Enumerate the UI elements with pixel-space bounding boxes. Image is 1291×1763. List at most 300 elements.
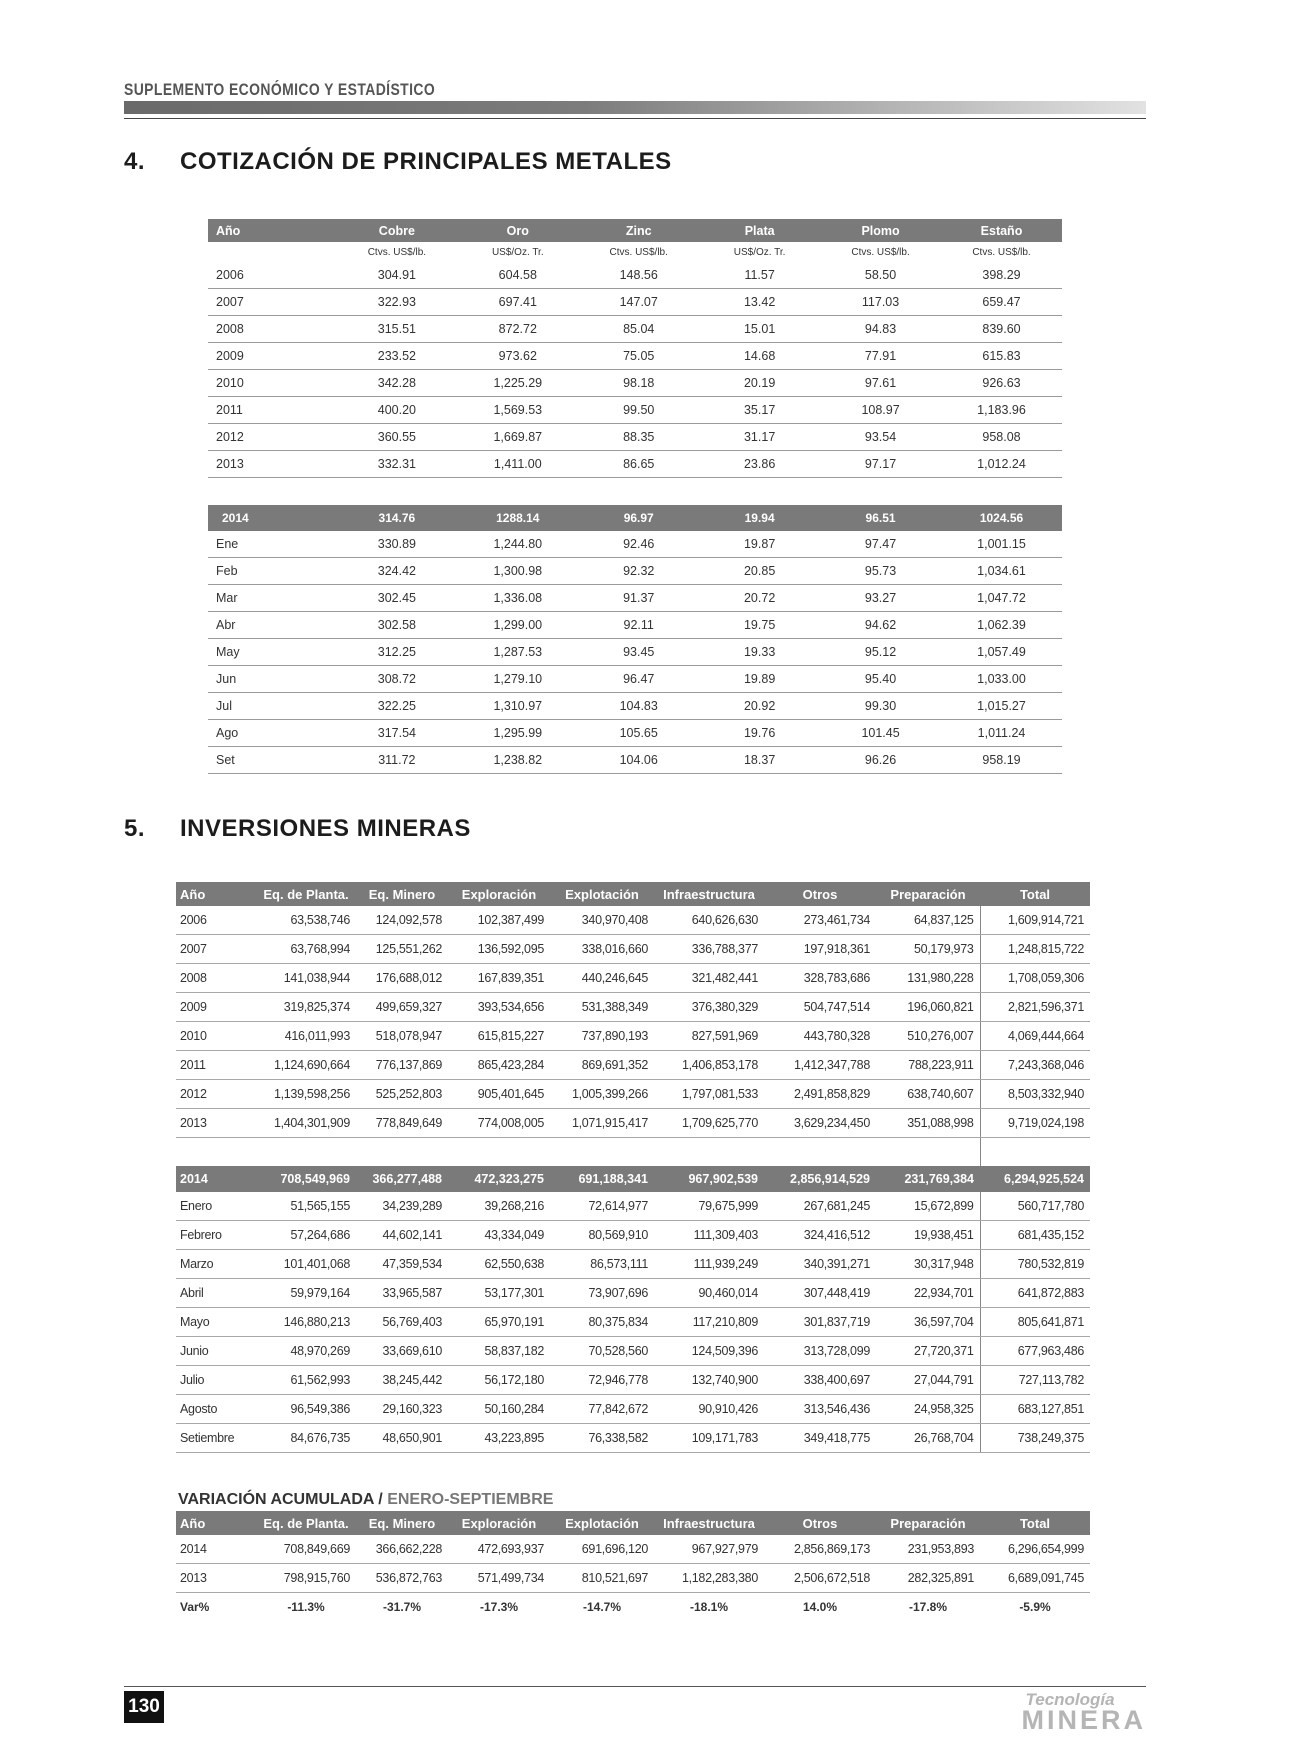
metals-unit-label: Ctvs. US$/lb. [851,246,910,258]
investment-cell: 321,482,441 [654,964,764,993]
metals-year-row [208,424,1062,451]
investment-cell: 2011 [176,1051,256,1080]
metals-cell: 93.54 [820,424,941,451]
metals-cell: 1,238.82 [457,747,578,774]
investment-cell: 319,825,374 [256,993,356,1022]
investment-cell: 50,160,284 [448,1395,550,1424]
metals-cell: 75.05 [578,343,699,370]
investment-cell: 63,768,994 [256,935,356,964]
metals-cell: Feb [208,558,336,585]
metals-cell: 1,279.10 [457,666,578,693]
metals-cell: 317.54 [336,720,457,747]
investment-cell: 1,124,690,664 [256,1051,356,1080]
metals-cell: 1,034.61 [941,558,1062,585]
metals-cell: 604.58 [457,262,578,289]
investment-cell: 376,380,329 [654,993,764,1022]
investment-header-row [176,882,1090,906]
investment-summary-cell: 472,323,275 [448,1166,550,1192]
variation-percent-cell: -31.7% [382,1600,422,1614]
investment-cell: 641,872,883 [980,1279,1090,1308]
metals-cell: 1,033.00 [941,666,1062,693]
metals-2014-summary-row [208,505,1062,531]
variation-year-row [176,1564,1090,1593]
investment-cell: 7,243,368,046 [980,1051,1090,1080]
variation-cell: 282,325,891 [876,1564,980,1593]
metals-cell: 2012 [208,424,336,451]
metals-year-row [208,397,1062,424]
investment-cell: 19,938,451 [876,1221,980,1250]
metals-month-row [208,747,1062,774]
investment-col-header: Infraestructura [654,882,764,906]
investment-cell: 2,821,596,371 [980,993,1090,1022]
metals-cell: 1,183.96 [941,397,1062,424]
metals-cell: 85.04 [578,316,699,343]
metals-cell: 93.27 [820,585,941,612]
metals-month-row [208,693,1062,720]
metals-summary-cell: 2014 [208,505,336,531]
investment-cell: Febrero [176,1221,256,1250]
metals-cell: May [208,639,336,666]
investment-cell: 615,815,227 [448,1022,550,1051]
investment-cell: 3,629,234,450 [764,1109,876,1138]
metals-cell: 93.45 [578,639,699,666]
variation-col-header: Total [980,1511,1090,1535]
metals-cell: 2006 [208,262,336,289]
variation-percent-row [176,1593,1090,1622]
investment-cell: 778,849,649 [356,1109,448,1138]
variation-subtitle: ENERO-SEPTIEMBRE [387,1491,554,1508]
investment-cell: 1,005,399,266 [550,1080,654,1109]
investment-cell: 44,602,141 [356,1221,448,1250]
investment-col-header: Año [176,882,256,906]
metals-cell: 1,669.87 [457,424,578,451]
metals-unit-label: US$/Oz. Tr. [491,246,544,258]
investment-col-header: Exploración [448,882,550,906]
investment-cell: 65,970,191 [448,1308,550,1337]
page-number: 130 [124,1691,164,1723]
investment-cell: 8,503,332,940 [980,1080,1090,1109]
metals-unit-label [208,242,336,262]
metals-cell: 1,057.49 [941,639,1062,666]
investment-cell: 34,239,289 [356,1192,448,1221]
metals-month-row [208,720,1062,747]
metals-cell: 95.12 [820,639,941,666]
metals-cell: 697.41 [457,289,578,316]
metals-cell: 94.83 [820,316,941,343]
investment-cell: 2013 [176,1109,256,1138]
metals-month-row [208,639,1062,666]
investment-cell: 737,890,193 [550,1022,654,1051]
investment-month-row [176,1395,1090,1424]
metals-cell: Mar [208,585,336,612]
metals-cell: 104.06 [578,747,699,774]
metals-cell: 659.47 [941,289,1062,316]
investment-summary-cell: 6,294,925,524 [980,1166,1090,1192]
variation-separator: / [373,1491,388,1508]
variation-heading [178,1491,553,1509]
variation-cell: 2014 [176,1535,256,1564]
investment-cell: 677,963,486 [980,1337,1090,1366]
metals-cell: 20.19 [699,370,820,397]
investment-rows [176,906,1090,1453]
metals-unit-label: Ctvs. US$/lb. [367,246,427,258]
metals-cell: Jun [208,666,336,693]
investment-cell: 738,249,375 [980,1424,1090,1453]
investment-cell: 131,980,228 [876,964,980,993]
metals-cell: 1,047.72 [941,585,1062,612]
variation-cell: 536,872,763 [356,1564,448,1593]
investment-cell: 1,797,081,533 [654,1080,764,1109]
metals-cell: 92.46 [578,531,699,558]
investment-cell: 2010 [176,1022,256,1051]
investment-cell: 59,979,164 [256,1279,356,1308]
investment-table [176,882,1090,1453]
metals-cell: 96.26 [820,747,941,774]
investment-cell: 22,934,701 [876,1279,980,1308]
metals-month-rows [208,505,1062,774]
metals-cell: 97.47 [820,531,941,558]
metals-col-header: Estaño [941,219,1062,242]
metals-cell: 400.20 [336,397,457,424]
investment-cell: 27,044,791 [876,1366,980,1395]
investment-cell: 1,412,347,788 [764,1051,876,1080]
metals-cell: 302.58 [336,612,457,639]
investment-cell: 167,839,351 [448,964,550,993]
metals-cell: 20.85 [699,558,820,585]
investment-cell: 47,359,534 [356,1250,448,1279]
metals-cell: 97.61 [820,370,941,397]
metals-cell: 31.17 [699,424,820,451]
metals-cell: 18.37 [699,747,820,774]
section-5-heading [124,815,471,843]
metals-cell: 92.32 [578,558,699,585]
investment-cell: 24,958,325 [876,1395,980,1424]
section-5-number: 5. [124,815,146,842]
investment-year-row [176,993,1090,1022]
metals-cell: 108.97 [820,397,941,424]
variation-cell: 231,953,893 [876,1535,980,1564]
metals-month-row [208,612,1062,639]
metals-col-header: Año [208,219,336,242]
metals-cell: Ago [208,720,336,747]
investment-cell: Enero [176,1192,256,1221]
investment-cell: 1,071,915,417 [550,1109,654,1138]
investment-cell: 80,569,910 [550,1221,654,1250]
investment-summary-cell: 231,769,384 [876,1166,980,1192]
metals-cell: 872.72 [457,316,578,343]
investment-cell: 125,551,262 [356,935,448,964]
variation-percent-cell: -14.7% [582,1600,622,1614]
metals-prices-table [208,219,1062,478]
spacer-cell [764,1138,876,1167]
investment-cell: 39,268,216 [448,1192,550,1221]
investment-cell: 2,491,858,829 [764,1080,876,1109]
metals-cell: 14.68 [699,343,820,370]
investment-cell: 111,309,403 [654,1221,764,1250]
metals-cell: 2013 [208,451,336,478]
investment-cell: 80,375,834 [550,1308,654,1337]
variation-percent-cell: -5.9% [1019,1600,1051,1614]
variation-col-header: Año [176,1511,256,1535]
metals-cell: 11.57 [699,262,820,289]
investment-cell: 313,546,436 [764,1395,876,1424]
investment-cell: 48,650,901 [356,1424,448,1453]
investment-spacer-row [176,1138,1090,1167]
metals-cell: 315.51 [336,316,457,343]
investment-cell: 57,264,686 [256,1221,356,1250]
investment-cell: 340,970,408 [550,906,654,935]
metals-cell: Abr [208,612,336,639]
variation-cell: 798,915,760 [256,1564,356,1593]
investment-cell: 727,113,782 [980,1366,1090,1395]
variation-cell: 1,182,283,380 [654,1564,764,1593]
investment-cell: 26,768,704 [876,1424,980,1453]
investment-cell: 2007 [176,935,256,964]
metals-month-row [208,666,1062,693]
metals-cell: 1,287.53 [457,639,578,666]
metals-col-header: Cobre [336,219,457,242]
variation-cell: 967,927,979 [654,1535,764,1564]
variation-percent-cell: -18.1% [689,1600,729,1614]
investment-month-row [176,1221,1090,1250]
spacer-cell [876,1138,980,1167]
investment-cell: 1,708,059,306 [980,964,1090,993]
investment-cell: 48,970,269 [256,1337,356,1366]
spacer-cell [654,1138,764,1167]
investment-cell: 102,387,499 [448,906,550,935]
metals-summary-cell: 1288.14 [457,505,578,531]
investment-cell: 2008 [176,964,256,993]
metals-year-row [208,451,1062,478]
investment-cell: 774,008,005 [448,1109,550,1138]
metals-unit-label: US$/Oz. Tr. [733,246,786,258]
investment-cell: 9,719,024,198 [980,1109,1090,1138]
metals-col-header: Oro [457,219,578,242]
metals-cell: 97.17 [820,451,941,478]
metals-year-row [208,262,1062,289]
investment-cell: 267,681,245 [764,1192,876,1221]
metals-cell: 2008 [208,316,336,343]
section-4-number: 4. [124,148,146,175]
investment-cell: 301,837,719 [764,1308,876,1337]
variation-percent-cell: 14.0% [802,1600,838,1614]
investment-cell: 124,509,396 [654,1337,764,1366]
investment-cell: 76,338,582 [550,1424,654,1453]
footer-rule [124,1686,1146,1687]
metals-cell: 20.92 [699,693,820,720]
investment-cell: 788,223,911 [876,1051,980,1080]
investment-cell: 63,538,746 [256,906,356,935]
investment-cell: Setiembre [176,1424,256,1453]
investment-cell: 51,565,155 [256,1192,356,1221]
metals-cell: 91.37 [578,585,699,612]
variation-cell: 2,506,672,518 [764,1564,876,1593]
investment-cell: 30,317,948 [876,1250,980,1279]
investment-cell: 27,720,371 [876,1337,980,1366]
variation-percent-cell: Var% [180,1600,210,1614]
investment-cell: 2012 [176,1080,256,1109]
investment-cell: 86,573,111 [550,1250,654,1279]
investment-month-row [176,1192,1090,1221]
variation-percent-cell: -11.3% [287,1600,325,1614]
metals-cell: 2011 [208,397,336,424]
supplement-header-title: SUPLEMENTO ECONÓMICO Y ESTADÍSTICO [124,80,436,99]
investment-col-header: Eq. de Planta. [256,882,356,906]
investment-cell: 2009 [176,993,256,1022]
variation-col-header: Otros [764,1511,876,1535]
metals-cell: 615.83 [941,343,1062,370]
spacer-cell [356,1138,448,1167]
metals-cell: 19.76 [699,720,820,747]
metals-cell: 1,012.24 [941,451,1062,478]
header-rule [124,118,1146,119]
metals-year-row [208,316,1062,343]
metals-cell: Jul [208,693,336,720]
metals-summary-cell: 96.97 [578,505,699,531]
variation-col-header: Preparación [876,1511,980,1535]
metals-cell: 92.11 [578,612,699,639]
investment-cell: Junio [176,1337,256,1366]
investment-cell: Julio [176,1366,256,1395]
metals-cell: 15.01 [699,316,820,343]
spacer-cell [448,1138,550,1167]
metals-cell: Set [208,747,336,774]
metals-cell: 13.42 [699,289,820,316]
investment-cell: 1,709,625,770 [654,1109,764,1138]
investment-month-row [176,1337,1090,1366]
investment-cell: Mayo [176,1308,256,1337]
investment-cell: 640,626,630 [654,906,764,935]
variation-cell: 571,499,734 [448,1564,550,1593]
tecnologia-minera-logo [1021,1690,1147,1735]
investment-cell: 313,728,099 [764,1337,876,1366]
metals-cell: 98.18 [578,370,699,397]
metals-month-row [208,585,1062,612]
metals-cell: 105.65 [578,720,699,747]
investment-cell: 2006 [176,906,256,935]
metals-unit-label: Ctvs. US$/lb. [972,246,1031,258]
section-5-title: INVERSIONES MINERAS [180,815,471,842]
metals-2014-table [208,505,1062,774]
metals-cell: 1,336.08 [457,585,578,612]
metals-cell: 324.42 [336,558,457,585]
metals-cell: 1,295.99 [457,720,578,747]
metals-cell: 19.89 [699,666,820,693]
investment-cell: 351,088,998 [876,1109,980,1138]
investment-cell: 90,460,014 [654,1279,764,1308]
investment-cell: 56,769,403 [356,1308,448,1337]
investment-col-header: Total [980,882,1090,906]
investment-cell: 328,783,686 [764,964,876,993]
investment-cell: 681,435,152 [980,1221,1090,1250]
variation-col-header: Infraestructura [654,1511,764,1535]
metals-cell: 19.33 [699,639,820,666]
investment-cell: 307,448,419 [764,1279,876,1308]
metals-cell: 2009 [208,343,336,370]
investment-cell: 50,179,973 [876,935,980,964]
investment-cell: 96,549,386 [256,1395,356,1424]
investment-cell: 72,946,778 [550,1366,654,1395]
metals-cell: 322.93 [336,289,457,316]
variation-cell: 366,662,228 [356,1535,448,1564]
investment-cell: 36,597,704 [876,1308,980,1337]
metals-cell: 35.17 [699,397,820,424]
investment-cell: 440,246,645 [550,964,654,993]
metals-cell: 77.91 [820,343,941,370]
metals-col-header: Zinc [578,219,699,242]
metals-cell: 302.45 [336,585,457,612]
metals-cell: 1,300.98 [457,558,578,585]
investment-cell: 15,672,899 [876,1192,980,1221]
investment-cell: 70,528,560 [550,1337,654,1366]
metals-cell: 1,015.27 [941,693,1062,720]
metals-cell: 95.40 [820,666,941,693]
investment-cell: 73,907,696 [550,1279,654,1308]
metals-summary-cell: 314.76 [336,505,457,531]
investment-cell: 905,401,645 [448,1080,550,1109]
metals-cell: 312.25 [336,639,457,666]
investment-cell: 109,171,783 [654,1424,764,1453]
investment-cell: 349,418,775 [764,1424,876,1453]
investment-cell: 560,717,780 [980,1192,1090,1221]
investment-cell: 340,391,271 [764,1250,876,1279]
investment-cell: 38,245,442 [356,1366,448,1395]
metals-cell: 147.07 [578,289,699,316]
investment-cell: 117,210,809 [654,1308,764,1337]
variation-col-header: Eq. de Planta. [256,1511,356,1535]
investment-year-row [176,1022,1090,1051]
investment-cell: 336,788,377 [654,935,764,964]
investment-2014-summary-row [176,1166,1090,1192]
metals-header-row [208,219,1062,242]
investment-cell: 1,248,815,722 [980,935,1090,964]
variation-cell: 810,521,697 [550,1564,654,1593]
variation-cell: 2,856,869,173 [764,1535,876,1564]
investment-cell: 525,252,803 [356,1080,448,1109]
variation-cell: 6,296,654,999 [980,1535,1090,1564]
investment-cell: 827,591,969 [654,1022,764,1051]
investment-cell: 499,659,327 [356,993,448,1022]
metals-cell: 23.86 [699,451,820,478]
investment-cell: 43,334,049 [448,1221,550,1250]
investment-cell: 865,423,284 [448,1051,550,1080]
investment-year-row [176,1080,1090,1109]
investment-cell: Abril [176,1279,256,1308]
investment-cell: 416,011,993 [256,1022,356,1051]
variation-cell: 2013 [176,1564,256,1593]
investment-cell: 84,676,735 [256,1424,356,1453]
investment-cell: 197,918,361 [764,935,876,964]
investment-month-row [176,1366,1090,1395]
investment-cell: 43,223,895 [448,1424,550,1453]
metals-cell: 330.89 [336,531,457,558]
variation-percent-cell: -17.8% [908,1600,948,1614]
investment-summary-cell: 366,277,488 [356,1166,448,1192]
investment-cell: 683,127,851 [980,1395,1090,1424]
investment-cell: 780,532,819 [980,1250,1090,1279]
investment-cell: 531,388,349 [550,993,654,1022]
metals-cell: 926.63 [941,370,1062,397]
variation-table [176,1511,1090,1621]
metals-year-row [208,370,1062,397]
variation-col-header: Eq. Minero [356,1511,448,1535]
metals-cell: 19.75 [699,612,820,639]
metals-cell: 148.56 [578,262,699,289]
investment-cell: 393,534,656 [448,993,550,1022]
investment-cell: 64,837,125 [876,906,980,935]
metals-cell: 322.25 [336,693,457,720]
investment-cell: 1,609,914,721 [980,906,1090,935]
